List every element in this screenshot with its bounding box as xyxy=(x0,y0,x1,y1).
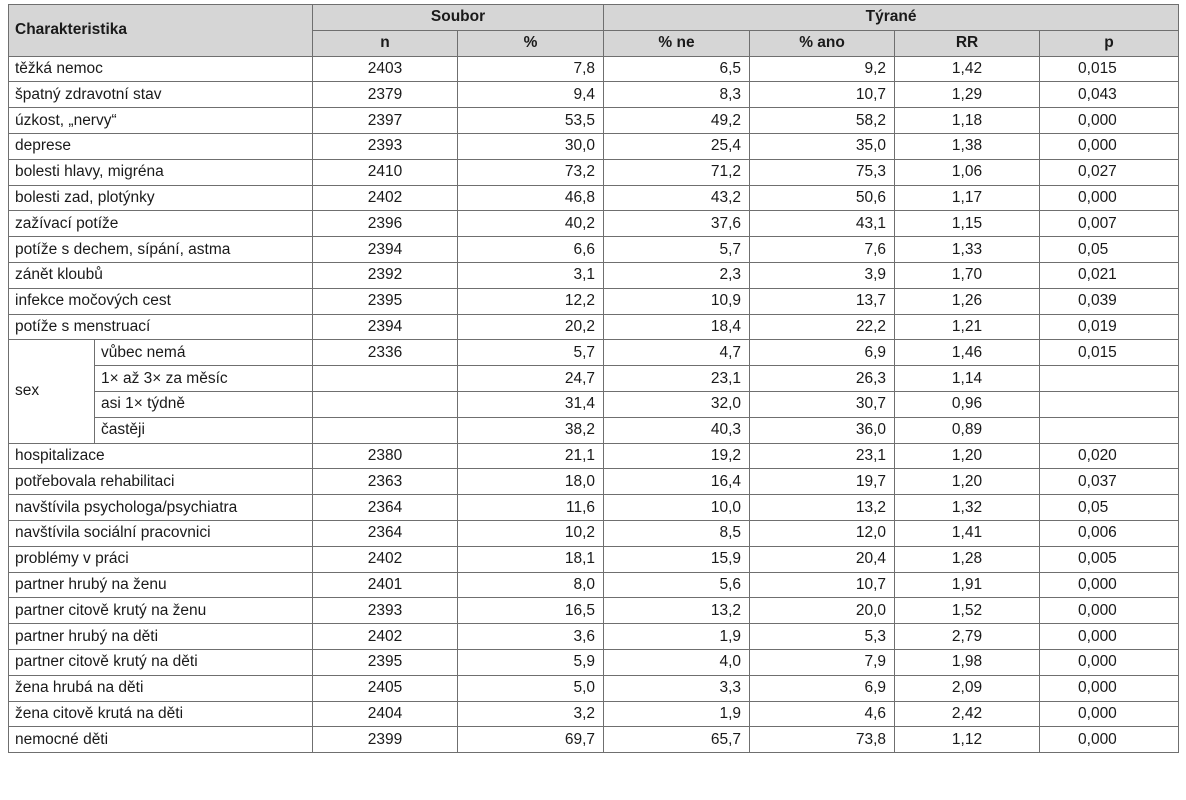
cell-pct: 11,6 xyxy=(458,495,604,521)
table-row xyxy=(9,727,1179,753)
cell-pct-ne: 40,3 xyxy=(604,417,750,443)
cell-pct-ano: 43,1 xyxy=(750,211,895,237)
row-label: deprese xyxy=(9,133,313,159)
cell-n: 2397 xyxy=(313,108,458,134)
cell-pct-ne: 37,6 xyxy=(604,211,750,237)
sex-group-label: sex xyxy=(9,340,95,443)
cell-pct-ano: 22,2 xyxy=(750,314,895,340)
cell-pct: 30,0 xyxy=(458,133,604,159)
cell-p: 0,000 xyxy=(1040,649,1179,675)
cell-n: 2380 xyxy=(313,443,458,469)
cell-p: 0,015 xyxy=(1040,340,1179,366)
row-label: partner hrubý na děti xyxy=(9,624,313,650)
cell-rr: 2,42 xyxy=(895,701,1040,727)
header-characteristic: Charakteristika xyxy=(9,5,313,57)
cell-rr: 1,33 xyxy=(895,237,1040,263)
cell-pct: 53,5 xyxy=(458,108,604,134)
sex-sub-label: asi 1× týdně xyxy=(95,391,313,417)
cell-rr: 1,18 xyxy=(895,108,1040,134)
cell-rr: 1,28 xyxy=(895,546,1040,572)
row-label: bolesti zad, plotýnky xyxy=(9,185,313,211)
data-table xyxy=(8,4,1179,753)
table-row xyxy=(9,211,1179,237)
header-n: n xyxy=(313,30,458,56)
cell-p: 0,000 xyxy=(1040,572,1179,598)
cell-p: 0,000 xyxy=(1040,133,1179,159)
cell-pct-ne: 5,6 xyxy=(604,572,750,598)
cell-pct-ano: 5,3 xyxy=(750,624,895,650)
table-row xyxy=(9,469,1179,495)
table-row xyxy=(9,675,1179,701)
table-row xyxy=(9,546,1179,572)
cell-pct-ano: 6,9 xyxy=(750,675,895,701)
cell-pct: 5,0 xyxy=(458,675,604,701)
cell-pct-ne: 71,2 xyxy=(604,159,750,185)
cell-p: 0,015 xyxy=(1040,56,1179,82)
cell-n: 2336 xyxy=(313,340,458,366)
cell-pct-ne: 49,2 xyxy=(604,108,750,134)
cell-rr: 1,52 xyxy=(895,598,1040,624)
cell-pct: 5,7 xyxy=(458,340,604,366)
cell-pct-ne: 18,4 xyxy=(604,314,750,340)
cell-n: 2393 xyxy=(313,598,458,624)
table-row xyxy=(9,56,1179,82)
table-row xyxy=(9,495,1179,521)
cell-pct-ne: 15,9 xyxy=(604,546,750,572)
table-row-sex xyxy=(9,391,1179,417)
table-row xyxy=(9,82,1179,108)
cell-pct-ne: 13,2 xyxy=(604,598,750,624)
cell-pct-ano: 73,8 xyxy=(750,727,895,753)
cell-p: 0,000 xyxy=(1040,727,1179,753)
cell-rr: 1,12 xyxy=(895,727,1040,753)
cell-n xyxy=(313,417,458,443)
cell-n: 2396 xyxy=(313,211,458,237)
header-pct-ne: % ne xyxy=(604,30,750,56)
cell-pct-ne: 1,9 xyxy=(604,624,750,650)
sex-sub-label: vůbec nemá xyxy=(95,340,313,366)
header-group-soubor: Soubor xyxy=(313,5,604,31)
cell-n: 2363 xyxy=(313,469,458,495)
cell-p: 0,043 xyxy=(1040,82,1179,108)
cell-pct-ne: 4,7 xyxy=(604,340,750,366)
cell-rr: 1,70 xyxy=(895,262,1040,288)
table-row xyxy=(9,701,1179,727)
cell-rr: 0,89 xyxy=(895,417,1040,443)
cell-p: 0,000 xyxy=(1040,108,1179,134)
cell-rr: 1,41 xyxy=(895,520,1040,546)
cell-rr: 1,26 xyxy=(895,288,1040,314)
table-row-sex xyxy=(9,366,1179,392)
cell-rr: 1,20 xyxy=(895,443,1040,469)
row-label: špatný zdravotní stav xyxy=(9,82,313,108)
cell-rr: 1,98 xyxy=(895,649,1040,675)
cell-n: 2403 xyxy=(313,56,458,82)
cell-pct: 20,2 xyxy=(458,314,604,340)
cell-n: 2394 xyxy=(313,314,458,340)
cell-rr: 1,20 xyxy=(895,469,1040,495)
cell-pct-ne: 32,0 xyxy=(604,391,750,417)
cell-pct-ano: 23,1 xyxy=(750,443,895,469)
row-label: zánět kloubů xyxy=(9,262,313,288)
cell-pct-ne: 8,5 xyxy=(604,520,750,546)
cell-p: 0,007 xyxy=(1040,211,1179,237)
row-label: bolesti hlavy, migréna xyxy=(9,159,313,185)
row-label: infekce močových cest xyxy=(9,288,313,314)
sex-sub-label: 1× až 3× za měsíc xyxy=(95,366,313,392)
cell-rr: 2,79 xyxy=(895,624,1040,650)
cell-pct: 38,2 xyxy=(458,417,604,443)
sex-sub-label: častěji xyxy=(95,417,313,443)
cell-n: 2364 xyxy=(313,495,458,521)
header-p: p xyxy=(1040,30,1179,56)
cell-pct: 31,4 xyxy=(458,391,604,417)
cell-pct-ne: 10,0 xyxy=(604,495,750,521)
cell-n: 2393 xyxy=(313,133,458,159)
cell-n: 2410 xyxy=(313,159,458,185)
cell-p: 0,020 xyxy=(1040,443,1179,469)
cell-pct-ne: 5,7 xyxy=(604,237,750,263)
table-body xyxy=(9,56,1179,753)
cell-rr: 1,38 xyxy=(895,133,1040,159)
cell-p: 0,05 xyxy=(1040,237,1179,263)
cell-pct-ano: 7,6 xyxy=(750,237,895,263)
table-row xyxy=(9,572,1179,598)
data-table-container xyxy=(8,4,1178,753)
cell-rr: 1,17 xyxy=(895,185,1040,211)
cell-pct-ne: 43,2 xyxy=(604,185,750,211)
cell-pct-ano: 20,4 xyxy=(750,546,895,572)
cell-p: 0,000 xyxy=(1040,701,1179,727)
cell-rr: 1,32 xyxy=(895,495,1040,521)
cell-rr: 2,09 xyxy=(895,675,1040,701)
header-rr: RR xyxy=(895,30,1040,56)
cell-pct-ne: 1,9 xyxy=(604,701,750,727)
table-row xyxy=(9,262,1179,288)
cell-pct-ano: 75,3 xyxy=(750,159,895,185)
cell-pct-ano: 20,0 xyxy=(750,598,895,624)
cell-pct-ne: 65,7 xyxy=(604,727,750,753)
row-label: navštívila sociální pracovnici xyxy=(9,520,313,546)
cell-p: 0,000 xyxy=(1040,598,1179,624)
cell-p: 0,000 xyxy=(1040,185,1179,211)
row-label: potíže s dechem, sípání, astma xyxy=(9,237,313,263)
cell-pct-ano: 10,7 xyxy=(750,82,895,108)
cell-n xyxy=(313,391,458,417)
cell-n: 2395 xyxy=(313,288,458,314)
cell-p: 0,019 xyxy=(1040,314,1179,340)
cell-rr: 1,42 xyxy=(895,56,1040,82)
cell-pct-ne: 8,3 xyxy=(604,82,750,108)
row-label: partner hrubý na ženu xyxy=(9,572,313,598)
cell-p: 0,000 xyxy=(1040,624,1179,650)
row-label: partner citově krutý na děti xyxy=(9,649,313,675)
cell-pct: 3,2 xyxy=(458,701,604,727)
table-header xyxy=(9,5,1179,57)
cell-pct-ne: 6,5 xyxy=(604,56,750,82)
cell-pct-ne: 25,4 xyxy=(604,133,750,159)
cell-n: 2405 xyxy=(313,675,458,701)
table-row xyxy=(9,185,1179,211)
table-row xyxy=(9,624,1179,650)
cell-n: 2395 xyxy=(313,649,458,675)
cell-pct-ano: 6,9 xyxy=(750,340,895,366)
cell-n: 2394 xyxy=(313,237,458,263)
cell-pct: 18,0 xyxy=(458,469,604,495)
cell-pct-ano: 7,9 xyxy=(750,649,895,675)
cell-n: 2402 xyxy=(313,546,458,572)
cell-n: 2402 xyxy=(313,185,458,211)
cell-pct-ano: 13,2 xyxy=(750,495,895,521)
cell-pct-ano: 13,7 xyxy=(750,288,895,314)
cell-pct-ano: 10,7 xyxy=(750,572,895,598)
cell-pct-ne: 4,0 xyxy=(604,649,750,675)
cell-pct-ano: 19,7 xyxy=(750,469,895,495)
cell-pct: 9,4 xyxy=(458,82,604,108)
cell-p: 0,005 xyxy=(1040,546,1179,572)
row-label: partner citově krutý na ženu xyxy=(9,598,313,624)
table-row xyxy=(9,520,1179,546)
cell-rr: 1,15 xyxy=(895,211,1040,237)
cell-pct: 16,5 xyxy=(458,598,604,624)
cell-pct: 10,2 xyxy=(458,520,604,546)
cell-pct: 12,2 xyxy=(458,288,604,314)
cell-n: 2379 xyxy=(313,82,458,108)
cell-pct: 24,7 xyxy=(458,366,604,392)
cell-pct-ne: 10,9 xyxy=(604,288,750,314)
table-row xyxy=(9,159,1179,185)
cell-pct-ne: 2,3 xyxy=(604,262,750,288)
cell-pct-ne: 19,2 xyxy=(604,443,750,469)
cell-pct-ano: 9,2 xyxy=(750,56,895,82)
cell-p: 0,039 xyxy=(1040,288,1179,314)
header-pct: % xyxy=(458,30,604,56)
table-row xyxy=(9,237,1179,263)
cell-n: 2404 xyxy=(313,701,458,727)
row-label: navštívila psychologa/psychiatra xyxy=(9,495,313,521)
cell-rr: 1,91 xyxy=(895,572,1040,598)
cell-pct: 18,1 xyxy=(458,546,604,572)
header-pct-ano: % ano xyxy=(750,30,895,56)
cell-p xyxy=(1040,366,1179,392)
cell-pct-ano: 30,7 xyxy=(750,391,895,417)
cell-pct: 6,6 xyxy=(458,237,604,263)
table-row-sex xyxy=(9,417,1179,443)
table-row xyxy=(9,649,1179,675)
cell-p xyxy=(1040,391,1179,417)
row-label: žena citově krutá na děti xyxy=(9,701,313,727)
cell-pct: 7,8 xyxy=(458,56,604,82)
cell-pct-ano: 3,9 xyxy=(750,262,895,288)
table-row xyxy=(9,133,1179,159)
cell-rr: 1,14 xyxy=(895,366,1040,392)
row-label: žena hrubá na děti xyxy=(9,675,313,701)
cell-rr: 0,96 xyxy=(895,391,1040,417)
cell-p xyxy=(1040,417,1179,443)
row-label: potíže s menstruací xyxy=(9,314,313,340)
table-row xyxy=(9,108,1179,134)
cell-pct-ano: 12,0 xyxy=(750,520,895,546)
cell-rr: 1,21 xyxy=(895,314,1040,340)
cell-n: 2364 xyxy=(313,520,458,546)
cell-pct: 69,7 xyxy=(458,727,604,753)
row-label: zažívací potíže xyxy=(9,211,313,237)
cell-pct: 21,1 xyxy=(458,443,604,469)
table-row xyxy=(9,598,1179,624)
cell-pct-ano: 4,6 xyxy=(750,701,895,727)
table-row xyxy=(9,288,1179,314)
cell-n: 2392 xyxy=(313,262,458,288)
cell-n xyxy=(313,366,458,392)
cell-pct: 3,1 xyxy=(458,262,604,288)
row-label: nemocné děti xyxy=(9,727,313,753)
cell-pct-ano: 26,3 xyxy=(750,366,895,392)
cell-pct-ano: 36,0 xyxy=(750,417,895,443)
cell-pct: 8,0 xyxy=(458,572,604,598)
cell-p: 0,037 xyxy=(1040,469,1179,495)
cell-rr: 1,46 xyxy=(895,340,1040,366)
cell-n: 2402 xyxy=(313,624,458,650)
row-label: úzkost, „nervy“ xyxy=(9,108,313,134)
cell-pct: 3,6 xyxy=(458,624,604,650)
row-label: hospitalizace xyxy=(9,443,313,469)
cell-pct: 46,8 xyxy=(458,185,604,211)
cell-pct-ne: 16,4 xyxy=(604,469,750,495)
cell-n: 2399 xyxy=(313,727,458,753)
cell-pct: 40,2 xyxy=(458,211,604,237)
cell-n: 2401 xyxy=(313,572,458,598)
header-row-groups xyxy=(9,5,1179,31)
row-label: těžká nemoc xyxy=(9,56,313,82)
cell-pct: 73,2 xyxy=(458,159,604,185)
cell-pct-ne: 23,1 xyxy=(604,366,750,392)
cell-p: 0,021 xyxy=(1040,262,1179,288)
cell-pct-ano: 35,0 xyxy=(750,133,895,159)
cell-rr: 1,29 xyxy=(895,82,1040,108)
cell-p: 0,006 xyxy=(1040,520,1179,546)
row-label: potřebovala rehabilitaci xyxy=(9,469,313,495)
row-label: problémy v práci xyxy=(9,546,313,572)
cell-p: 0,027 xyxy=(1040,159,1179,185)
table-row xyxy=(9,314,1179,340)
cell-rr: 1,06 xyxy=(895,159,1040,185)
cell-p: 0,000 xyxy=(1040,675,1179,701)
cell-pct-ano: 50,6 xyxy=(750,185,895,211)
cell-pct: 5,9 xyxy=(458,649,604,675)
table-row-sex xyxy=(9,340,1179,366)
cell-pct-ne: 3,3 xyxy=(604,675,750,701)
cell-pct-ano: 58,2 xyxy=(750,108,895,134)
table-row xyxy=(9,443,1179,469)
cell-p: 0,05 xyxy=(1040,495,1179,521)
header-group-tyrane: Týrané xyxy=(604,5,1179,31)
